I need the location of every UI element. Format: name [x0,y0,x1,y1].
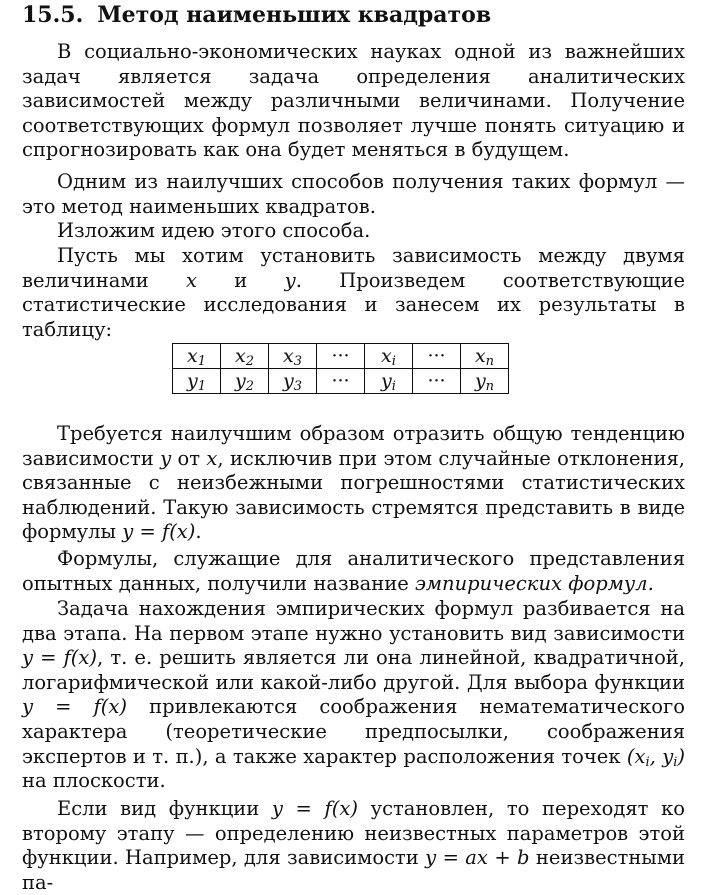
subscript: 1 [197,354,206,369]
paragraph-empirical: Формулы, служащие для аналитического представления опытных данных, получили название эмпирических формул. [22,547,685,595]
paragraph-trend: Требуется наилучшим образом отразить общую тенденцию зависимости y от x, исключив при этом случайные отклонения, связанные с неизбежными погрешностями статистических наблюдений. Такую зависимость стремятся представить в виде формулы y = f(x). [22,422,685,544]
table-cell: $y_2$ [221,369,269,394]
table-cell: ··· [413,344,461,369]
table-row-x [173,344,509,369]
section-number: 15.5. [22,2,84,28]
paragraph-method: Одним из наилучших способов получения таких формул — это метод наименьших квадратов. [22,170,685,218]
subscript: 2 [245,379,254,394]
point-notation: ($x_i$, $y_i$) [626,744,685,770]
subscript: i [391,379,396,394]
subscript: n [485,354,495,369]
subscript: n [485,379,495,394]
paragraph-second-stage: Если вид функции y = f(x) установлен, то переходят ко второму этапу — определению неизвестных параметров этой функции. Например, для зависимости y = ax + b неизвестными па- [22,797,685,894]
table-cell: $x_1$ [173,344,221,369]
table-cell: $x_3$ [269,344,317,369]
paragraph-setup: Пусть мы хотим установить зависимость между двумя величинами x и y. Произведем соответствующие статистические исследования и занесем их результаты в таблицу: [22,244,685,341]
table-cell: $y_i$ [365,369,413,394]
table-cell: ··· [317,369,365,394]
table-cell: $x_i$ [365,344,413,369]
table-cell: ··· [413,369,461,394]
section-title: Метод наименьших квадратов [97,2,492,28]
data-table [172,343,509,394]
table-cell: $x_2$ [221,344,269,369]
table-cell: ··· [317,344,365,369]
table-row-y [173,369,509,394]
paragraph-idea: Изложим идею этого способа. [57,219,371,242]
subscript: 1 [197,379,206,394]
paragraph-intro: В социально-экономических науках одной из важнейших задач является задача определения аналитических зависимостей между различными величинами. Получение соответствующих формул позволяет лучше понять ситуацию и спрогнозировать как она будет меняться в будущем. [22,40,685,162]
table-cell: $y_n$ [461,369,509,394]
table-cell: $y_1$ [173,369,221,394]
paragraph-stages: Задача нахождения эмпирических формул разбивается на два этапа. На первом этапе нужно установить вид зависимости y = f(x), т. е. решить является ли она линейной, квадратичной, логарифмической или какой-либо другой. Для выбора функции y = f(x) привлекаются соображения нематематического характера (теоретические предпосылки, соображения экспертов и т. п.), а также характер расположения точек ($x_i$, $y_i$) на плоскости. [22,597,685,793]
section-heading [22,2,491,28]
subscript: 3 [293,379,302,394]
subscript: i [391,354,396,369]
table-cell: $x_n$ [461,344,509,369]
subscript: 3 [293,354,302,369]
subscript: 2 [245,354,254,369]
table-cell: $y_3$ [269,369,317,394]
